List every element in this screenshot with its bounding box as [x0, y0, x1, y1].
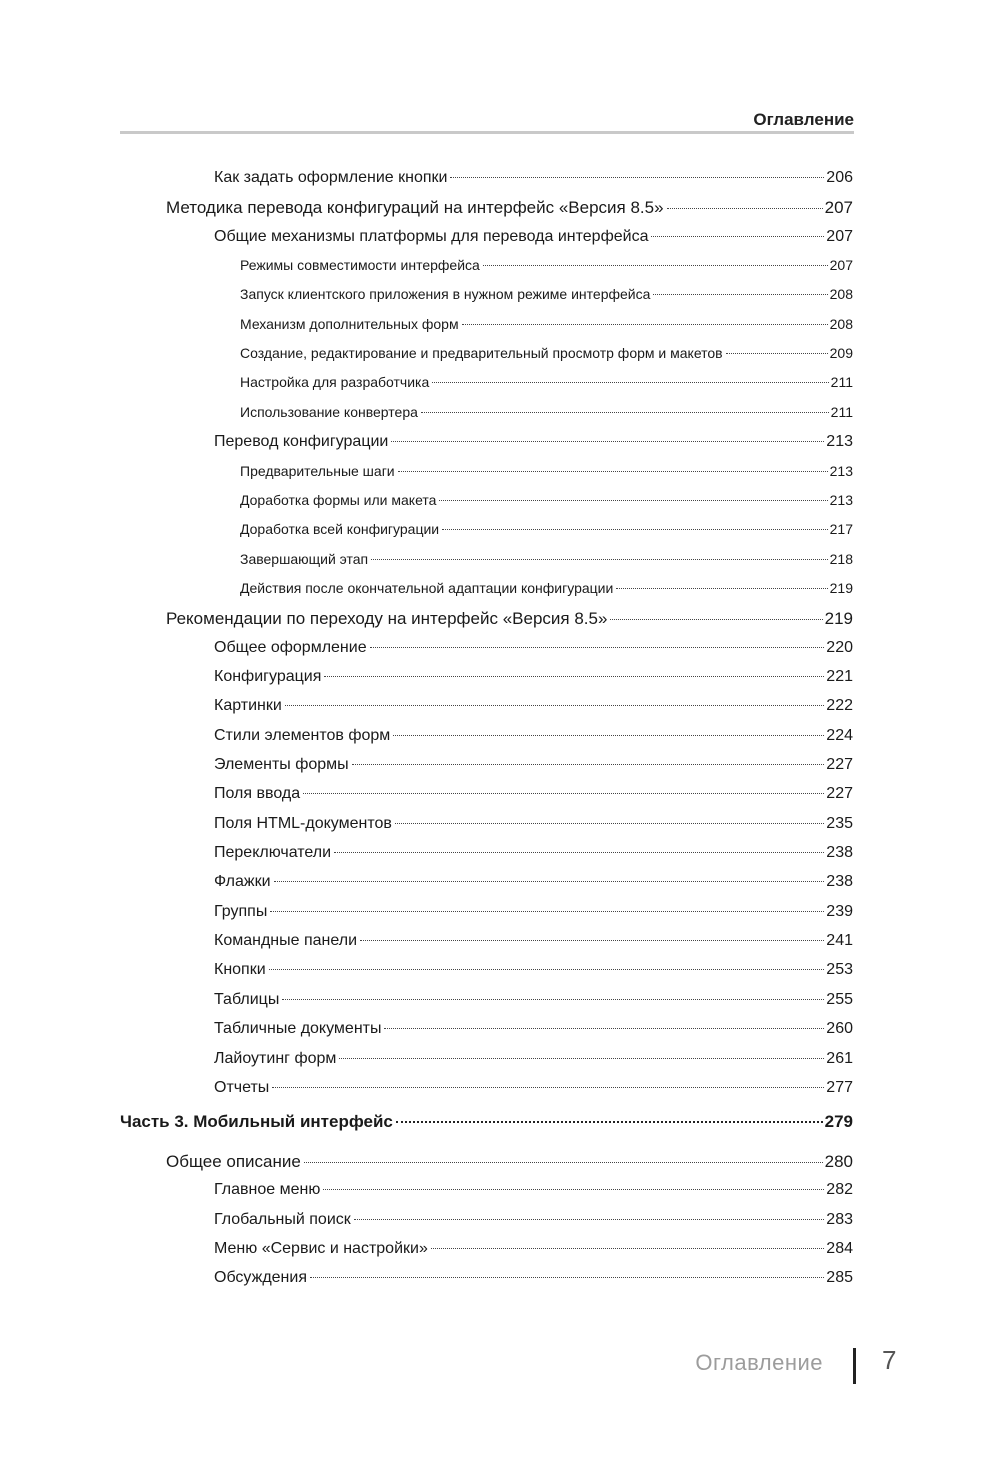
toc-entry-title: Элементы формы [214, 756, 349, 773]
toc-dot-leader [439, 500, 827, 501]
toc-dot-leader [391, 441, 824, 442]
toc-entry-title: Флажки [214, 873, 271, 891]
toc-entry-page: 218 [829, 550, 853, 567]
toc-dot-leader [393, 735, 824, 736]
toc-entry [166, 609, 853, 629]
toc-entry-title: Создание, редактирование и предварительный просмотр форм и макетов [240, 345, 723, 362]
toc-entry-page: 207 [826, 227, 853, 245]
toc-entry-title: Общие механизмы платформы для перевода интерфейса [214, 227, 649, 245]
toc-entry [214, 1020, 853, 1038]
toc-entry [214, 433, 853, 451]
toc-dot-leader [398, 471, 828, 472]
toc-dot-leader [272, 1087, 824, 1088]
toc-dot-leader [310, 1277, 824, 1278]
toc-entry [240, 580, 853, 596]
toc-entry-page: 222 [826, 697, 853, 715]
toc-entry [240, 551, 853, 567]
toc-entry-page: 227 [826, 785, 853, 803]
toc-entry [214, 961, 853, 979]
toc-entry [214, 1050, 853, 1068]
toc-entry [240, 286, 853, 302]
toc-dot-leader [432, 382, 828, 383]
toc-entry-title: Запуск клиентского приложения в нужном режиме интерфейса [240, 286, 651, 303]
toc-dot-leader [483, 265, 828, 266]
toc-entry-page: 219 [824, 609, 853, 629]
toc-entry-title: Группы [214, 902, 268, 920]
toc-entry [214, 727, 853, 745]
toc-entry-title: Табличные документы [214, 1020, 382, 1038]
toc-dot-leader [384, 1028, 824, 1029]
toc-entry-title: Режимы совместимости интерфейса [240, 257, 480, 274]
toc-entry [240, 463, 853, 479]
toc-entry-page: 280 [824, 1152, 853, 1171]
toc-dot-leader [726, 353, 828, 354]
toc-entry-page: 207 [824, 198, 853, 218]
toc-entry-title: Использование конвертера [240, 403, 418, 420]
toc-entry-title: Картинки [214, 697, 282, 715]
toc-entry-title: Отчеты [214, 1078, 270, 1096]
toc-dot-leader [616, 588, 827, 589]
toc-entry-title: Действия после окончательной адаптации конфигурации [240, 579, 614, 596]
toc-entry [214, 844, 853, 862]
toc-entry [214, 1240, 853, 1258]
toc-dot-leader [395, 823, 824, 824]
toc-dot-leader [354, 1219, 825, 1220]
toc-dot-leader [282, 999, 824, 1000]
toc-entry-page: 235 [826, 814, 853, 832]
toc-entry-title: Как задать оформление кнопки [214, 169, 448, 186]
toc-entry-title: Поля ввода [214, 785, 301, 803]
toc-entry-page: 213 [829, 462, 853, 479]
toc-entry-page: 238 [826, 844, 853, 862]
toc-entry [240, 492, 853, 508]
toc-entry [214, 639, 853, 657]
footer-divider [853, 1348, 856, 1384]
toc-entry [214, 815, 853, 833]
toc-entry [214, 756, 853, 774]
toc-dot-leader [304, 1162, 823, 1163]
toc-entry [214, 873, 853, 891]
toc-entry-page: 282 [826, 1181, 853, 1199]
toc-dot-leader [651, 236, 824, 237]
toc-part-heading [120, 1112, 853, 1132]
toc-entry-title: Меню «Сервис и настройки» [214, 1239, 428, 1257]
toc-entry [214, 1079, 853, 1097]
toc-entry-page: 206 [826, 169, 853, 186]
toc-entry-page: 241 [826, 932, 853, 950]
toc-dot-leader [396, 1121, 823, 1123]
toc-entry-page: 283 [826, 1210, 853, 1228]
toc-entry-page: 209 [829, 345, 853, 362]
toc-dot-leader [352, 764, 825, 765]
toc-entry-title: Таблицы [214, 990, 280, 1008]
toc-entry-title: Механизм дополнительных форм [240, 315, 459, 332]
toc-entry [214, 668, 853, 686]
toc-entry [214, 228, 853, 246]
toc-entry [214, 1181, 853, 1199]
toc-entry-page: 208 [829, 286, 853, 303]
toc-entry-page: 220 [826, 638, 853, 656]
toc-dot-leader [274, 881, 825, 882]
toc-entry [214, 991, 853, 1009]
toc-dot-leader [653, 294, 827, 295]
toc-entry-title: Обсуждения [214, 1269, 307, 1287]
toc-dot-leader [339, 1058, 824, 1059]
toc-entry [240, 257, 853, 273]
toc-dot-leader [270, 911, 824, 912]
toc-entry-page: 213 [829, 491, 853, 508]
toc-entry-title: Лайоутинг форм [214, 1049, 337, 1067]
toc-entry [240, 374, 853, 390]
toc-entry-title: Доработка всей конфигурации [240, 521, 440, 538]
toc-dot-leader [450, 177, 824, 178]
toc-dot-leader [371, 559, 828, 560]
toc-dot-leader [324, 676, 824, 677]
toc-entry [214, 697, 853, 715]
toc-dot-leader [334, 852, 824, 853]
toc-dot-leader [370, 647, 825, 648]
toc-entry-page: 211 [830, 403, 853, 420]
toc-entry [214, 1211, 853, 1229]
footer-section-label: Оглавление [695, 1350, 823, 1375]
toc-entry-page: 238 [826, 873, 853, 891]
toc-entry [214, 932, 853, 950]
toc-entry [240, 345, 853, 361]
toc-entry-page: 239 [826, 902, 853, 920]
page-number: 7 [882, 1345, 897, 1375]
toc-entry-page: 277 [826, 1078, 853, 1096]
toc-entry [240, 404, 853, 420]
toc-dot-leader [269, 969, 825, 970]
toc-dot-leader [285, 705, 824, 706]
toc-entry [214, 785, 853, 803]
header-divider [120, 131, 854, 134]
toc-entry [166, 198, 853, 218]
toc-entry-page: 253 [826, 961, 853, 979]
toc-entry-page: 217 [829, 521, 853, 538]
toc-entry-title: Поля HTML-документов [214, 814, 392, 832]
toc-entry [166, 1152, 853, 1172]
toc-entry-title: Стили элементов форм [214, 726, 391, 744]
toc-entry [240, 521, 853, 537]
toc-entry-page: 261 [826, 1049, 853, 1067]
toc-entry-title: Завершающий этап [240, 550, 369, 567]
toc-entry-page: 211 [830, 374, 853, 391]
toc-entry-title: Рекомендации по переходу на интерфейс «Версия 8.5» [166, 609, 608, 629]
toc-entry-title: Доработка формы или макета [240, 491, 437, 508]
toc-entry-title: Главное меню [214, 1181, 321, 1199]
toc-dot-leader [610, 619, 822, 620]
toc-entry-title: Конфигурация [214, 667, 322, 685]
toc-entry-page: 260 [826, 1020, 853, 1038]
toc-dot-leader [360, 940, 824, 941]
toc-entry-page: 224 [826, 726, 853, 744]
toc-dot-leader [462, 324, 828, 325]
toc-dot-leader [431, 1248, 824, 1249]
toc-entry-title: Переключатели [214, 844, 332, 862]
toc-entry [214, 169, 853, 187]
toc-dot-leader [442, 529, 828, 530]
toc-entry-page: 208 [829, 315, 853, 332]
toc-entry-title: Глобальный поиск [214, 1210, 351, 1228]
toc-entry-page: 227 [826, 756, 853, 773]
toc-entry-title: Общее оформление [214, 638, 367, 656]
toc-entry-page: 285 [826, 1269, 853, 1287]
toc-entry-page: 219 [829, 579, 853, 596]
toc-entry-title: Общее описание [166, 1152, 301, 1171]
toc-entry [214, 903, 853, 921]
toc-entry-page: 213 [826, 433, 853, 451]
toc-entry-title: Часть 3. Мобильный интерфейс [120, 1112, 393, 1131]
toc-entry-title: Командные панели [214, 932, 358, 950]
toc-entry-page: 221 [826, 667, 853, 685]
toc-entry-title: Предварительные шаги [240, 462, 395, 479]
toc-entry-page: 207 [829, 257, 853, 274]
toc-entry [214, 1269, 853, 1287]
toc-dot-leader [667, 208, 823, 209]
toc-entry [240, 316, 853, 332]
toc-entry-title: Настройка для разработчика [240, 374, 430, 391]
toc-entry-page: 279 [824, 1112, 853, 1131]
toc-entry-title: Перевод конфигурации [214, 433, 389, 451]
toc-entry-page: 284 [826, 1239, 853, 1257]
running-header-title: Оглавление [753, 110, 854, 129]
toc-entry-title: Методика перевода конфигураций на интерфейс «Версия 8.5» [166, 198, 664, 218]
toc-dot-leader [421, 412, 829, 413]
toc-entry-title: Кнопки [214, 961, 266, 979]
toc-dot-leader [303, 793, 824, 794]
toc-entry-page: 255 [826, 990, 853, 1008]
toc-dot-leader [323, 1189, 824, 1190]
